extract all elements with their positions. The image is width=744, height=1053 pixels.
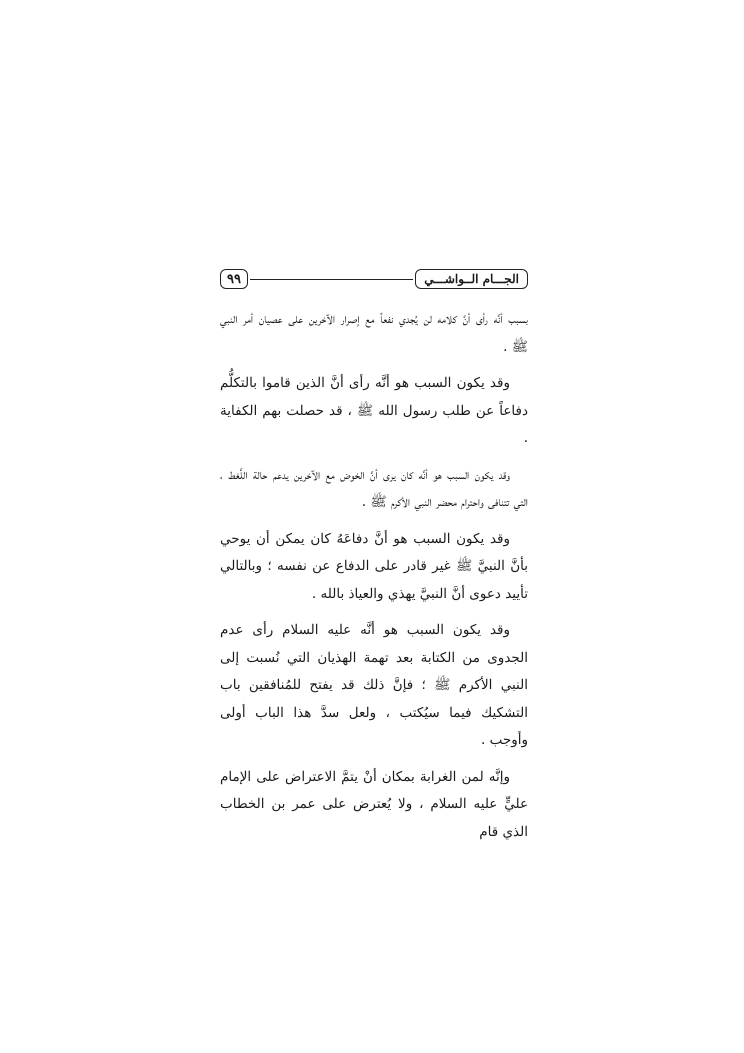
page-number: ٩٩ — [220, 269, 248, 289]
header-rule — [250, 279, 413, 280]
paragraph: وقد يكون السبب هو أنَّ دفاعَهُ كان يمكن أن يوحي بأنَّ النبيَّ ﷺ غير قادر على الدفاع عن نفسه ؛ وبالتالي تأييد دعوى أنَّ النبيَّ يهذي والعياذ بالله . — [220, 530, 528, 602]
running-title: الجـــام الــواشـــي — [415, 269, 528, 289]
book-page — [220, 268, 528, 855]
paragraph: وقد يكون السبب هو أنَّه عليه السلام رأى عدم الجدوى من الكتابة بعد تهمة الهذيان التي نُسبت إلى النبي الأكرم ﷺ ؛ فإنَّ ذلك قد يفتح للمُنافقين باب التشكيك فيما سيُكتب ، ولعل سدَّ هذا الباب أولى وأوجب . — [220, 622, 528, 748]
paragraph: وقد يكون السبب هو أنَّه رأى أنَّ الذين قاموا بالتكلُّم دفاعاً عن طلب رسول الله ﷺ ، قد حصلت بهم الكفاية . — [220, 375, 528, 446]
paragraph: بسبب أنَّه رأى أنَّ كلامه لن يُجدي نفعاً مع إصرار الآخرين على عصيان أمر النبي ﷺ . — [220, 311, 528, 355]
paragraph: وإنَّه لمن الغرابة بمكان أنْ يتمَّ الاعتراض على الإمام عليٍّ عليه السلام ، ولا يُعترض على عمر بن الخطاب الذي قام — [220, 768, 528, 840]
page-header — [220, 268, 528, 290]
paragraph: وقد يكون السبب هو أنَّه كان يرى أنَّ الخوض مع الآخرين يدعم حالة اللَّغط ، التي تتنافى واحترام محضر النبي الأكرم ﷺ . — [220, 466, 528, 510]
body-text — [220, 306, 528, 846]
